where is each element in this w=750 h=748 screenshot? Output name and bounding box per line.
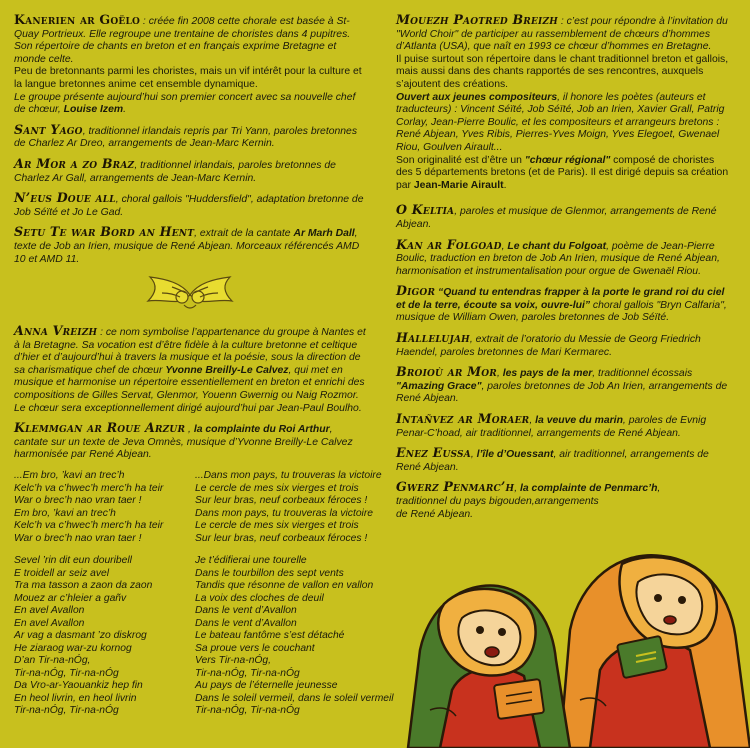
entry-subtitle: la veuve du marin (535, 415, 623, 427)
entry-digor (396, 285, 732, 325)
entry-subtitle: "Amazing Grace" (396, 380, 482, 392)
entry-text: , traditionnel irlandais repris par Tri Yann, paroles bretonnes de Charlez Ar Dreo, arrangements de Jean-Marc Kernin. (14, 125, 358, 150)
lyrics-line: He ziaraog war-zu kornog (14, 642, 132, 654)
entry-text: Le chœur sera exceptionnellement dirigé aujourd’hui par Jean-Paul Boulho. (14, 402, 362, 414)
entry-text: . (123, 104, 127, 116)
lyrics-breton-column (14, 470, 185, 728)
lyrics-line: Le cercle de mes six vierges et trois (195, 520, 359, 532)
two-singing-figures-illustration-icon (400, 520, 750, 748)
separator: , (470, 449, 477, 461)
lyrics-line: Tra ma tasson a zaon da zaon (14, 580, 153, 592)
lyrics-line: Sur leur bras, neuf corbeaux féroces ! (195, 495, 368, 507)
entry-setu (14, 226, 366, 266)
entry-text: , paroles de Evnig Penar-C’hoad, air traditionnel, arrangements de René Abjean. (396, 415, 707, 439)
entry-title: Kan ar Folgoad (396, 236, 502, 252)
entry-text: , air traditionnel, arrangements de René Abjean. (396, 449, 709, 473)
entry-klemmgan (14, 422, 366, 462)
lyrics-line: Le bateau fantôme s’est détaché (195, 630, 345, 642)
entry-enez (396, 447, 732, 474)
separator: , (501, 240, 508, 252)
separator: , (529, 415, 536, 427)
lyrics-line: Au pays de l’éternelle jeunesse (195, 680, 338, 692)
entry-text: , choral gallois "Huddersfield", adaptation bretonne de Job Séïté et Jo Le Gad. (14, 194, 364, 218)
entry-text: traditionnel du pays bigouden,arrangements (396, 496, 599, 507)
entry-subtitle: la complainte de Penmarc’h (519, 483, 658, 495)
lyrics-line: Vers Tir-na-nÓg, (195, 655, 272, 667)
lyrics-line: Sevel ’rin dit eun douribell (14, 555, 132, 567)
entry-broiou (396, 366, 732, 406)
lyrics-line: Dans mon pays, tu trouveras la victoire (195, 507, 373, 519)
separator: , (514, 483, 520, 495)
lyrics-line: Tandis que résonne de vallon en vallon (195, 580, 374, 592)
lyrics-line: Da Vro-ar-Yaouankiz hep fin (14, 680, 143, 692)
entry-intanvez (396, 413, 732, 440)
lyrics-line: D’an Tir-na-nÓg, (14, 655, 91, 667)
entry-folgoad (396, 236, 732, 279)
entry-subtitle: Le chant du Folgoat (507, 240, 607, 252)
lyrics-line: Tir-na-nÓg, Tir-na-nÓg (14, 705, 119, 717)
lyrics-line: Tir-na-nÓg, Tir-na-nÓg (14, 667, 119, 679)
entry-mouezh (396, 14, 732, 192)
lyrics-verse (14, 555, 185, 718)
entry-text: , traditionnel irlandais, paroles bretonnes de Charlez Ar Gall, arrangements de Jean-Marc Kernin. (14, 159, 336, 184)
entry-text: , extrait de la cantate (194, 228, 294, 240)
lyrics-line: Sa proue vers le couchant (195, 642, 315, 654)
entry-text: Le groupe présente aujourd’hui son premier concert avec sa nouvelle chef de chœur, (14, 91, 356, 116)
entry-text: , paroles bretonnes de Job An Irien, arrangements de René Abjean. (396, 380, 728, 405)
entry-title: Setu Te war Bord an Hent (14, 224, 195, 240)
lyrics-line: War o brec’h nao vran taer ! (14, 495, 142, 507)
entry-text: , poème de Jean-Pierre Boulic, traduction en breton de Job An Irien, musique de René Abjean, harmonisation et instrumentalisation pour orgue de Gwenaël Riou. (396, 240, 720, 277)
entry-text: , extrait de l’oratorio du Messie de Georg Friedrich Haendel, paroles bretonnes de Mari Kermarec. (396, 334, 701, 358)
lyrics-line: Tir-na-nÓg, Tir-na-nÓg (195, 705, 300, 717)
lyrics-line: Mouez ar c’hleier a gañv (14, 592, 127, 604)
entry-title: Ar Mor a zo Braz (14, 155, 135, 171)
lyrics-line: Tir-na-nÓg, Tir-na-nÓg (195, 667, 300, 679)
entry-subtitle: l’île d’Ouessant (476, 449, 554, 461)
entry-subtitle: les pays de la mer (502, 368, 593, 380)
entry-title: Kanerien ar Goëlo (14, 12, 141, 27)
lyrics-line: En heol livrin, en heol livrin (14, 692, 137, 704)
entry-text: Son originalité est d’être un (396, 154, 525, 166)
entry-text: : ce nom symbolise l’appartenance du groupe à Nantes et à la Bretagne. Sa vocation est d’être fidèle à la culture bretonne et celtique d’hier et d’aujourd’hui à travers la musique et la poésie, sous la direction de sa charismatique chef de chœur (14, 327, 366, 376)
entry-title: Digor (396, 283, 436, 299)
lyrics-line: ...Em bro, ’kavi an trec’h (14, 470, 125, 482)
lyrics-verse (195, 555, 394, 718)
entry-text: Il puise surtout son répertoire dans le chant traditionnel breton et gallois, mais aussi dans des chants rapportés de ses rencontres, auxquels s’ajoutent des créations. (396, 53, 729, 90)
entry-text: Peu de bretonnants parmi les choristes, mais un vif intérêt pour la culture et la langue bretonnes anime cet ensemble dynamique. (14, 66, 362, 90)
entry-text: , traditionnel écossais (592, 368, 693, 380)
lyrics-line: War o brec’h nao vran taer ! (14, 532, 142, 544)
entry-title: Hallelujah (396, 330, 470, 346)
entry-text: , (657, 483, 661, 495)
lyrics-line: Le cercle de mes six vierges et trois (195, 482, 359, 494)
entry-text: , texte de Job an Irien, musique de René Abjean. Morceaux référencés AMD 10 et AMD 11. (14, 228, 360, 265)
lyrics-verse (195, 470, 382, 545)
lyrics-line: E troidell ar seiz avel (14, 567, 109, 579)
lyrics-line: En avel Avallon (14, 617, 85, 629)
conductor-name: Louise Izem (63, 104, 124, 116)
entry-text: , il honore les poètes (auteurs et traducteurs) : Vincent Séïté, Job Séïté, Job an Irien, Xavier Grall, Patrig Corlay, Jean-Pierre Boulic, et les compositeurs et arrangeurs bretons : René Abjean, Yves Ribis, Pierres-Yves Moign, Yves Elegoet, Gwenael Riou, Goulven Airault... (396, 91, 725, 153)
separator: , (496, 368, 503, 380)
entry-title: Enez Eussa (396, 445, 471, 461)
entry-title: O Keltia (396, 202, 455, 218)
lyrics-line: Dans le soleil vermeil, dans le soleil vermeil (195, 692, 394, 704)
entry-subtitle: Ouvert aux jeunes compositeurs (396, 91, 558, 103)
lyrics-line: Ar vag a dasmant ’zo diskrog (14, 630, 147, 642)
lyrics-line: Dans le vent d’Avallon (195, 605, 297, 617)
entry-text: choral gallois "Bryn Calfaria", musique de William Owen, paroles bretonnes de Job Séïté. (396, 299, 727, 324)
entry-subtitle: "chœur régional" (524, 154, 611, 166)
entry-text: , qui met en musique et harmonise un répertoire essentiellement en breton et enrichi des compositions de Gilles Servat, Glenmor, Youenn Gwernig ou Naig Rozmor. (14, 364, 365, 402)
entry-text: de René Abjean. (396, 508, 474, 520)
separator: , (185, 424, 194, 436)
entry-title: Broioù ar Mor (396, 364, 497, 380)
lyrics-line: En avel Avallon (14, 605, 85, 617)
entry-title: Anna Vreizh (14, 323, 98, 339)
lyrics-line: Dans le tourbillon des sept vents (195, 567, 344, 579)
entry-neus (14, 192, 366, 219)
entry-title: N’eus Doue all (14, 190, 116, 206)
lyrics-line: ...Dans mon pays, tu trouveras la victoire (195, 470, 382, 482)
entry-title: Intañvez ar Moraer (396, 411, 530, 427)
winged-cherub-ornament-icon (142, 273, 238, 313)
entry-text: composé de choristes des 5 départements bretons (et de Paris). Il est dirigé depuis sa création par (396, 154, 729, 191)
lyrics-line: La voix des cloches de deuil (195, 592, 324, 604)
lyrics-line: Em bro, ’kavi an trec’h (14, 507, 116, 519)
left-column (14, 12, 394, 728)
entry-hallelujah (396, 332, 732, 359)
right-column (396, 14, 732, 528)
entry-title: Gwerz Penmarc’h (396, 479, 515, 495)
conductor-name: Yvonne Breilly-Le Calvez (165, 364, 289, 376)
entry-text: : créée fin 2008 cette chorale est basée à St-Quay Portrieux. Elle regroupe une trentaine de choristes dans 4 pupitres. Son répertoire de chants en breton et en français exprime Bretagne et monde celte. (14, 16, 351, 65)
entry-keltia (396, 204, 732, 231)
entry-text: . (503, 179, 507, 191)
entry-ar-mor (14, 155, 366, 185)
entry-text: , cantate sur un texte de Jeva Omnès, musique d’Yvonne Breilly-Le Calvez harmonisée par René Abjean. (14, 424, 353, 461)
lyrics-french-column (195, 470, 394, 728)
lyrics-verse (14, 470, 185, 545)
work-title: Ar Marh Dall (293, 228, 355, 240)
lyrics-line: Je t’édifierai une tourelle (195, 555, 307, 567)
entry-gwerz (396, 481, 732, 521)
entry-sant-yago (14, 121, 366, 151)
entry-title: Sant Yago (14, 121, 83, 137)
entry-text: : c’est pour répondre à l’invitation du "World Choir" de participer au rassemblement de chœurs d’hommes d’Atlanta (USA), que naît en 1993 ce chœur d’hommes en Bretagne. (396, 16, 728, 53)
lyrics-line: Dans le vent d’Avallon (195, 617, 297, 629)
entry-title: Mouezh Paotred Breizh (396, 12, 558, 27)
lyrics-line: Kelc’h va c’hwec’h merc’h ha teir (14, 520, 164, 532)
entry-subtitle: la complainte du Roi Arthur (193, 424, 330, 436)
entry-subtitle: “Quand tu entendras frapper à la porte le grand roi du ciel et de la terre, écoute sa voix, ouvre-lui” (396, 287, 725, 311)
lyrics-line: Sur leur bras, neuf corbeaux féroces ! (195, 532, 368, 544)
entry-kanerien (14, 14, 366, 117)
lyrics (14, 470, 394, 728)
lyrics-line: Kelc’h va c’hwec’h merc’h ha teir (14, 482, 164, 494)
entry-text: , paroles et musique de Glenmor, arrangements de René Abjean. (396, 206, 717, 230)
entry-title: Klemmgan ar Roue Arzur (14, 420, 186, 436)
conductor-name: Jean-Marie Airault (413, 179, 504, 191)
entry-anna-vreizh (14, 325, 366, 415)
